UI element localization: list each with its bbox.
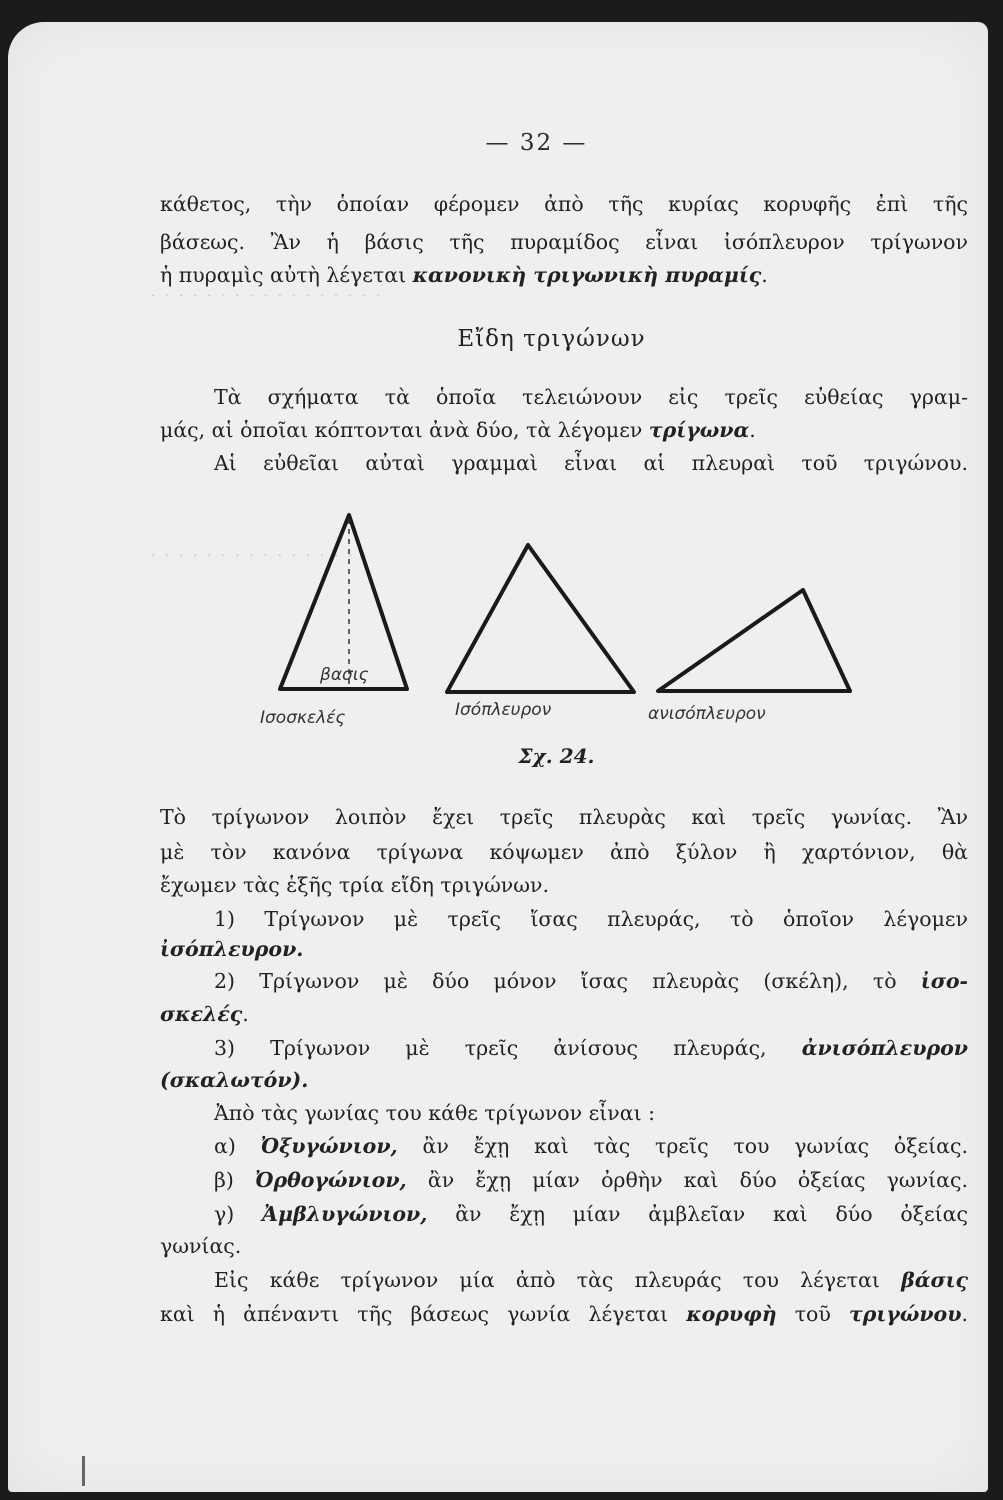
term-apex: κορυφὴ [686,1302,777,1326]
scalene-triangle [648,590,850,724]
term-isosceles-cont: σκελές [160,1002,243,1026]
show-through-texture: · · · · · · · · · · · · · · · · · [150,285,383,307]
text-line: Ἀπὸ τὰς γωνίας του κάθε τρίγωνον εἶναι : [214,1101,656,1125]
term-isosceles: ἰσο- [920,969,968,993]
term-right: Ὀρθογώνιον, [255,1168,407,1192]
equilateral-triangle [447,545,634,720]
term-scalene-alt: (σκαλωτόν). [160,1068,309,1092]
text-line: βάσεως. Ἂν ἡ βάσις τῆς πυραμίδος εἶναι ἰσόπλευρον τρίγωνον [160,230,968,254]
text-line: μάς, αἱ ὁποῖαι κόπτονται ἀνὰ δύο, τὰ λέγομεν τρίγωνα. [160,418,756,442]
text-line: Τὰ σχήματα τὰ ὁποῖα τελειώνουν εἰς τρεῖς εὐθείας γραμ- [214,385,968,409]
text-line: κάθετος, τὴν ὁποίαν φέρομεν ἀπὸ τῆς κυρίας κορυφῆς ἐπὶ τῆς [160,192,968,216]
angle-item-right: β) Ὀρθογώνιον, ἂν ἔχῃ μίαν ὀρθὴν καὶ δύο ὀξείας γωνίας. [214,1168,968,1192]
label-equilateral: Ισόπλευρον [455,700,552,720]
base-label: βασις [320,665,369,685]
angle-item-obtuse: γ) Ἀμβλυγώνιον, ἂν ἔχῃ μίαν ἀμβλεῖαν καὶ δύο ὀξείας [214,1202,968,1226]
term-base: βάσις [901,1268,968,1292]
text-line: ἡ πυραμὶς αὐτὴ λέγεται κανονικὴ τριγωνικὴ πυραμίς. [160,263,768,287]
label-isosceles: Ισοσκελές [260,708,346,728]
angle-item-acute: α) Ὀξυγώνιον, ἂν ἔχῃ καὶ τὰς τρεῖς του γωνίας ὀξείας. [214,1134,969,1158]
term-equilateral: ἰσόπλευρον. [160,937,304,961]
show-through-texture: · · · · · · · · · · · · · · · · [150,545,369,567]
text-line: σκελές. [160,1002,249,1026]
term-acute: Ὀξυγώνιον, [260,1134,398,1158]
term-regular-pyramid: κανονικὴ τριγωνικὴ πυραμίς [412,263,762,287]
text-line: Τὸ τρίγωνον λοιπὸν ἔχει τρεῖς πλευρὰς καὶ τρεῖς γωνίας. Ἂν [160,805,968,829]
list-item-isosceles: 2) Τρίγωνον μὲ δύο μόνον ἴσας πλευρὰς (σκέλη), τὸ ἰσο- [214,969,968,993]
text-line: Εἰς κάθε τρίγωνον μία ἀπὸ τὰς πλευράς του λέγεται βάσις [214,1268,968,1292]
term-obtuse: Ἀμβλυγώνιον, [262,1202,428,1226]
figure-caption: Σχ. 24. [518,744,595,768]
list-item-equilateral: 1) Τρίγωνον μὲ τρεῖς ἴσας πλευράς, τὸ ὁποῖον λέγομεν [214,907,968,931]
term-triangle: τριγώνου [848,1302,962,1326]
text-line: ἔχωμεν τὰς ἑξῆς τρία εἴδη τριγώνων. [160,873,549,897]
text-line: γωνίας. [160,1234,242,1258]
text-line: Αἱ εὐθεῖαι αὐταὶ γραμμαὶ εἶναι αἱ πλευραὶ τοῦ τριγώνου. [214,451,968,475]
margin-mark [82,1456,85,1486]
triangle-figure [250,505,870,735]
text-line: καὶ ἡ ἀπέναντι τῆς βάσεως γωνία λέγεται κορυφὴ τοῦ τριγώνου. [160,1302,968,1326]
list-item-scalene: 3) Τρίγωνον μὲ τρεῖς ἀνίσους πλευράς, ἀνισόπλευρον [214,1036,968,1060]
page-number: — 32 — [485,130,588,156]
term-triangles: τρίγωνα [648,418,750,442]
term-scalene: ἀνισόπλευρον [801,1036,968,1060]
text-line: μὲ τὸν κανόνα τρίγωνα κόψωμεν ἀπὸ ξύλον ἢ χαρτόνιον, θὰ [160,840,968,864]
label-scalene: ανισόπλευρον [648,704,766,724]
section-heading: Εἴδη τριγώνων [457,326,646,352]
isosceles-triangle [260,515,407,728]
